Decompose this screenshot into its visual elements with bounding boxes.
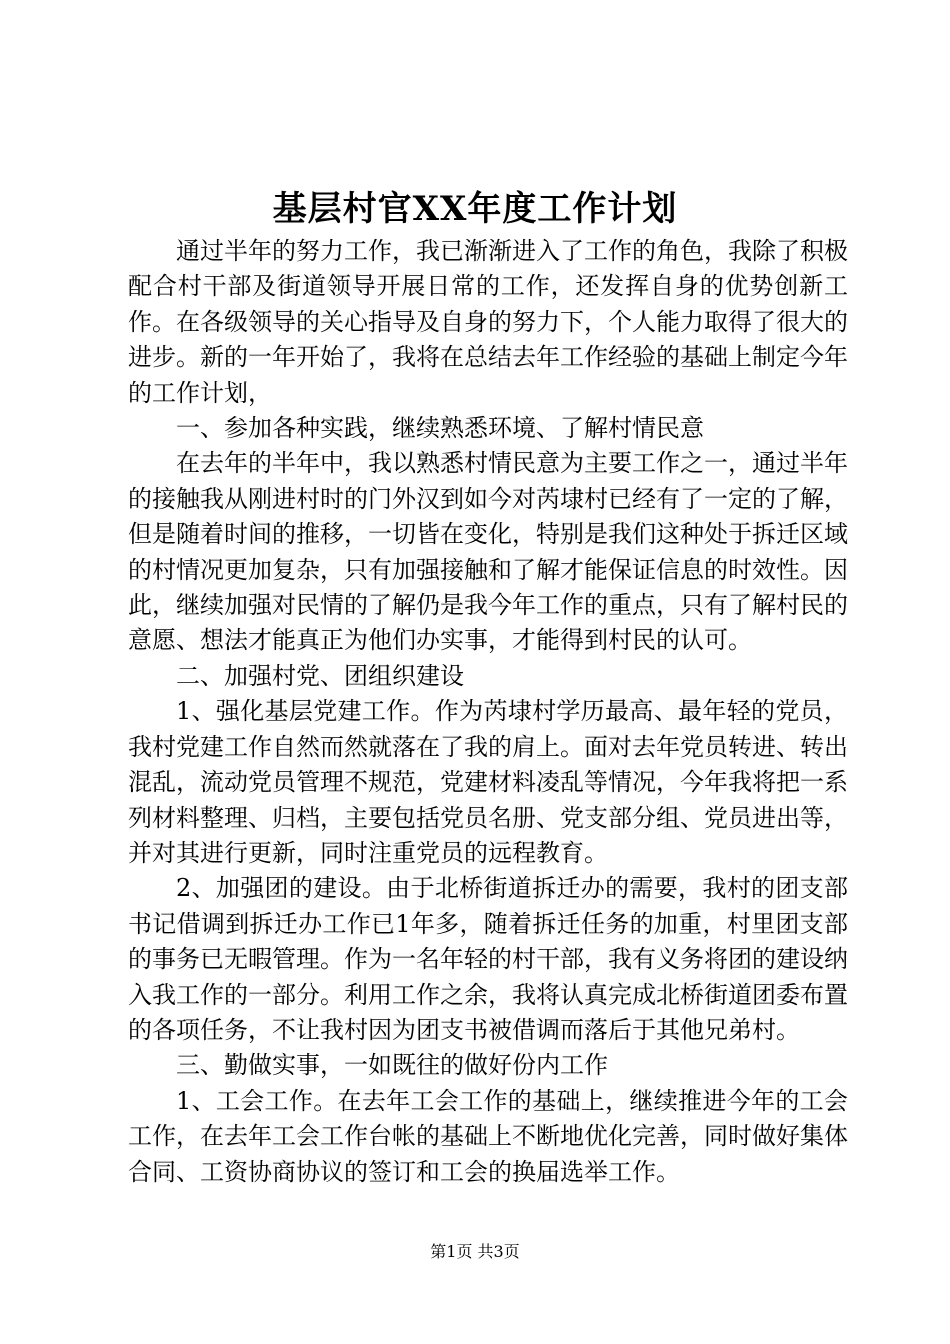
paragraph-intro: 通过半年的努力工作，我已渐渐进入了工作的角色，我除了积极配合村干部及街道领导开展日常的工作，还发挥自身的优势创新工作。在各级领导的关心指导及自身的努力下，个人能力取得了很大的进步。新的一年开始了，我将在总结去年工作经验的基础上制定今年的工作计划， [128, 237, 848, 407]
paragraph-league-building: 2、加强团的建设。由于北桥街道拆迁办的需要，我村的团支部书记借调到拆迁办工作已1年多，随着拆迁任务的加重，村里团支部的事务已无暇管理。作为一名年轻的村干部，我有义务将团的建设纳入我工作的一部分。利用工作之余，我将认真完成北桥街道团委布置的各项任务，不让我村因为团支书被借调而落后于其他兄弟村。 [128, 874, 848, 1044]
document-body [128, 234, 848, 1190]
page-footer: 第1页 共3页 [430, 1242, 520, 1261]
paragraph-party-building: 1、强化基层党建工作。作为芮埭村学历最高、最年轻的党员，我村党建工作自然而然就落在了我的肩上。面对去年党员转进、转出混乱，流动党员管理不规范，党建材料凌乱等情况，今年我将把一系列材料整理、归档，主要包括党员名册、党支部分组、党员进出等，并对其进行更新，同时注重党员的远程教育。 [128, 697, 848, 867]
section-heading-1: 一、参加各种实践，继续熟悉环境、了解村情民意 [176, 414, 704, 443]
section-heading-2: 二、加强村党、团组织建设 [176, 661, 464, 690]
paragraph-section-1: 在去年的半年中，我以熟悉村情民意为主要工作之一，通过半年的接触我从刚进村时的门外汉到如今对芮埭村已经有了一定的了解，但是随着时间的推移，一切皆在变化，特别是我们这种处于拆迁区域的村情况更加复杂，只有加强接触和了解才能保证信息的时效性。因此，继续加强对民情的了解仍是我今年工作的重点，只有了解村民的意愿、想法才能真正为他们办实事，才能得到村民的认可。 [128, 449, 848, 655]
document-title: 基层村官XX年度工作计划 [272, 189, 678, 229]
section-heading-3: 三、勤做实事，一如既往的做好份内工作 [176, 1051, 608, 1080]
paragraph-union-work: 1、工会工作。在去年工会工作的基础上，继续推进今年的工会工作，在去年工会工作台帐的基础上不断地优化完善，同时做好集体合同、工资协商协议的签订和工会的换届选举工作。 [128, 1086, 848, 1186]
